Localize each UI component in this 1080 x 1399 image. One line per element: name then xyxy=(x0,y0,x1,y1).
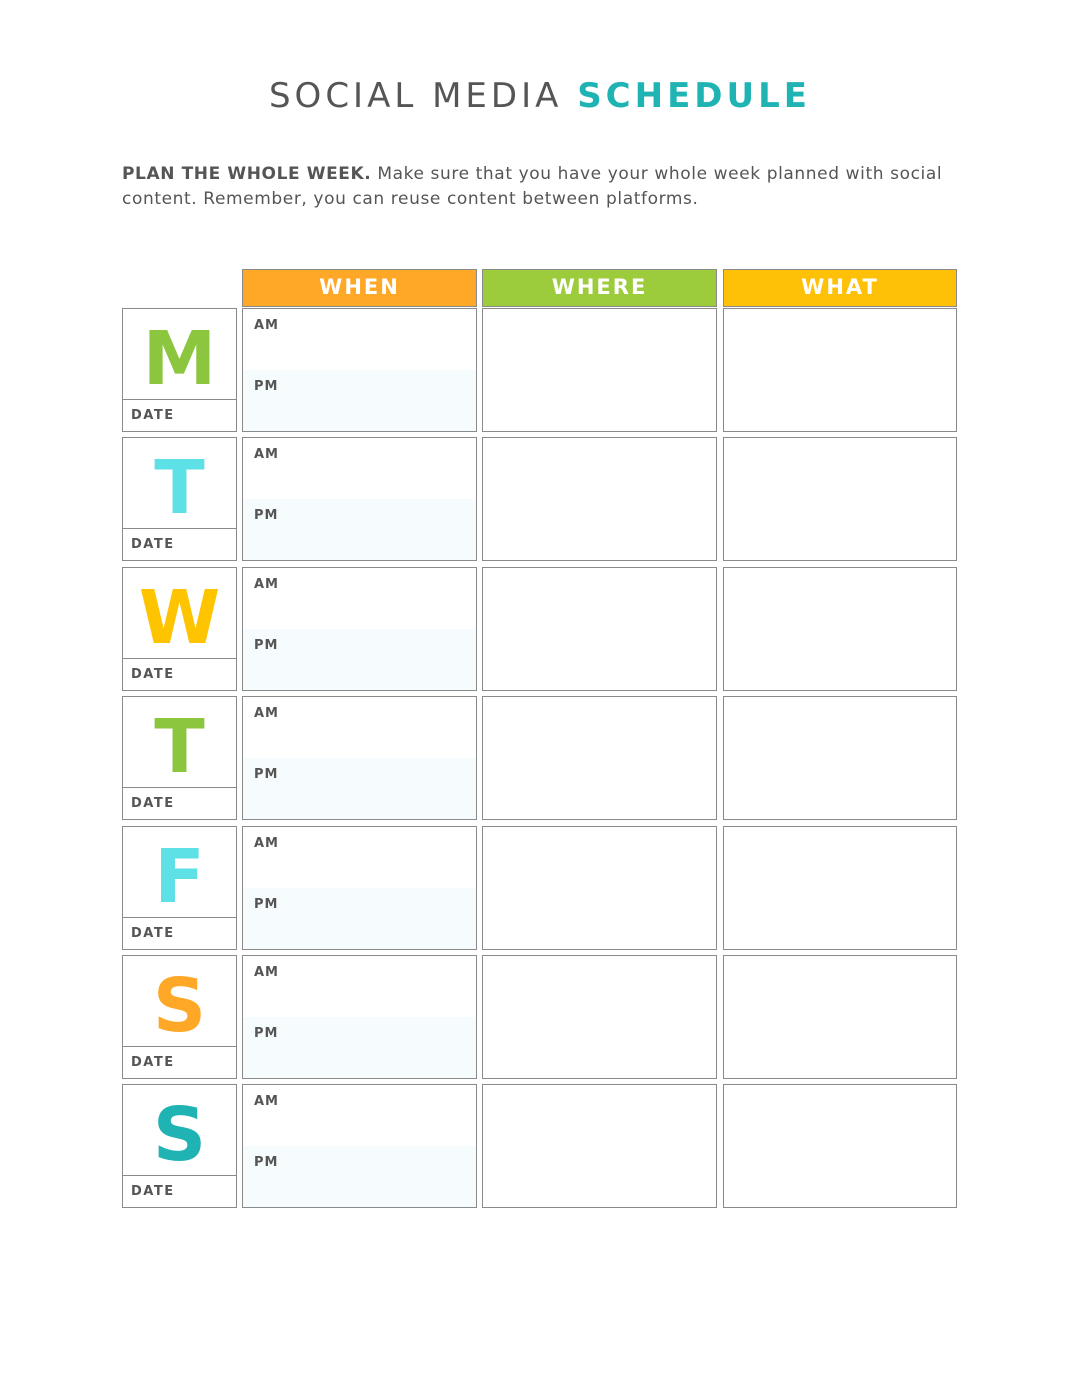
header-where: WHERE xyxy=(482,269,717,307)
where-cell[interactable] xyxy=(482,955,717,1079)
am-label: AM xyxy=(254,318,279,333)
date-field[interactable] xyxy=(123,658,236,690)
header-what: WHAT xyxy=(723,269,957,307)
day-letter: T xyxy=(154,704,205,790)
am-label: AM xyxy=(254,965,279,980)
day-box xyxy=(122,696,237,820)
day-letter: T xyxy=(154,445,205,531)
am-label: AM xyxy=(254,836,279,851)
when-cell[interactable] xyxy=(242,308,477,432)
date-label: DATE xyxy=(131,796,175,811)
day-letter: W xyxy=(138,575,221,661)
date-field[interactable] xyxy=(123,528,236,560)
pm-label: PM xyxy=(254,508,279,523)
pm-label: PM xyxy=(254,767,279,782)
day-box xyxy=(122,308,237,432)
date-label: DATE xyxy=(131,408,175,423)
day-letter: M xyxy=(142,316,217,402)
date-field[interactable] xyxy=(123,1175,236,1207)
where-cell[interactable] xyxy=(482,567,717,691)
pm-label: PM xyxy=(254,379,279,394)
day-box xyxy=(122,1084,237,1208)
intro-paragraph xyxy=(122,162,952,212)
what-cell[interactable] xyxy=(723,696,957,820)
what-cell[interactable] xyxy=(723,1084,957,1208)
pm-label: PM xyxy=(254,897,279,912)
what-cell[interactable] xyxy=(723,826,957,950)
am-label: AM xyxy=(254,1094,279,1109)
date-label: DATE xyxy=(131,1055,175,1070)
when-cell[interactable] xyxy=(242,1084,477,1208)
where-cell[interactable] xyxy=(482,696,717,820)
day-letter: S xyxy=(152,963,207,1049)
pm-label: PM xyxy=(254,638,279,653)
pm-label: PM xyxy=(254,1026,279,1041)
what-cell[interactable] xyxy=(723,437,957,561)
date-field[interactable] xyxy=(123,787,236,819)
where-cell[interactable] xyxy=(482,1084,717,1208)
day-letter: S xyxy=(152,1092,207,1178)
page-title xyxy=(0,76,1080,116)
date-label: DATE xyxy=(131,537,175,552)
what-cell[interactable] xyxy=(723,308,957,432)
am-label: AM xyxy=(254,577,279,592)
day-box xyxy=(122,437,237,561)
intro-text: Make sure that you have your whole week planned with social content. Remember, you can reuse content between platforms. xyxy=(122,164,943,209)
what-cell[interactable] xyxy=(723,567,957,691)
where-cell[interactable] xyxy=(482,308,717,432)
where-cell[interactable] xyxy=(482,437,717,561)
when-cell[interactable] xyxy=(242,955,477,1079)
pm-label: PM xyxy=(254,1155,279,1170)
date-label: DATE xyxy=(131,926,175,941)
date-field[interactable] xyxy=(123,399,236,431)
when-cell[interactable] xyxy=(242,437,477,561)
when-cell[interactable] xyxy=(242,696,477,820)
day-letter: F xyxy=(154,834,205,920)
where-cell[interactable] xyxy=(482,826,717,950)
am-label: AM xyxy=(254,706,279,721)
title-light: SOCIAL MEDIA xyxy=(268,76,563,116)
am-label: AM xyxy=(254,447,279,462)
what-cell[interactable] xyxy=(723,955,957,1079)
title-bold: SCHEDULE xyxy=(577,76,812,116)
date-label: DATE xyxy=(131,1184,175,1199)
day-box xyxy=(122,955,237,1079)
day-box xyxy=(122,567,237,691)
date-label: DATE xyxy=(131,667,175,682)
date-field[interactable] xyxy=(123,1046,236,1078)
intro-lead: PLAN THE WHOLE WEEK. xyxy=(122,164,372,184)
date-field[interactable] xyxy=(123,917,236,949)
header-when: WHEN xyxy=(242,269,477,307)
when-cell[interactable] xyxy=(242,826,477,950)
day-box xyxy=(122,826,237,950)
when-cell[interactable] xyxy=(242,567,477,691)
